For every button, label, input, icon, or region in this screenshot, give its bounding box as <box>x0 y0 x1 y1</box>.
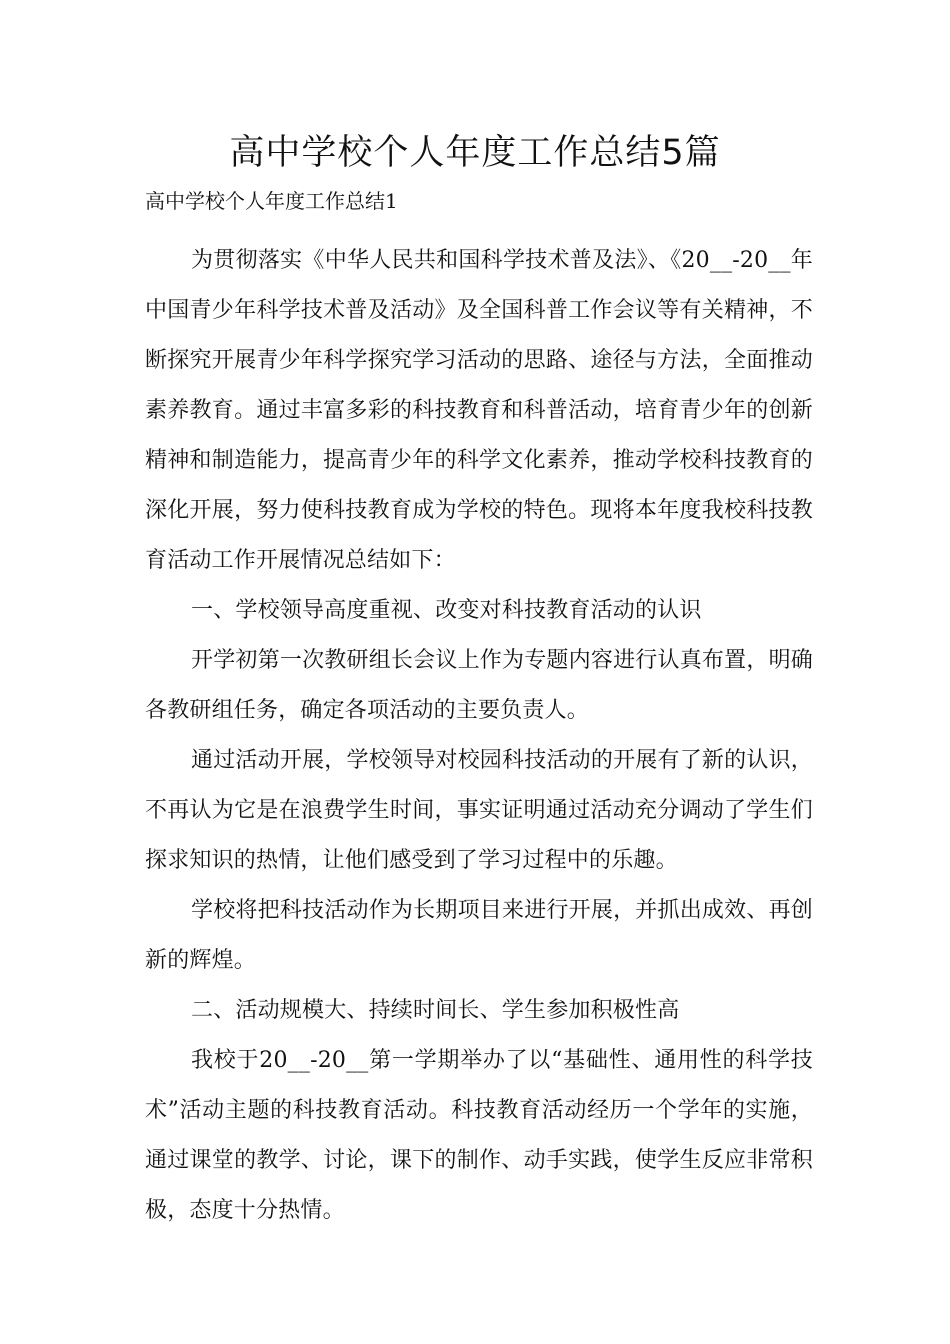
section-heading-1: 一、学校领导高度重视、改变对科技教育活动的认识 <box>191 598 702 623</box>
document-body <box>145 236 813 1236</box>
paragraph: 通过活动开展，学校领导对校园科技活动的开展有了新的认识，不再认为它是在浪费学生时间，事实证明通过活动充分调动了学生们探求知识的热情，让他们感受到了学习过程中的乐趣。 <box>145 748 813 873</box>
paragraph: 开学初第一次教研组长会议上作为专题内容进行认真布置，明确各教研组任务，确定各项活动的主要负责人。 <box>145 648 813 723</box>
document-subtitle: 高中学校个人年度工作总结1 <box>145 189 398 213</box>
section-heading-2: 二、活动规模大、持续时间长、学生参加积极性高 <box>191 998 680 1023</box>
paragraph-intro: 为贯彻落实《中华人民共和国科学技术普及法》、《20__-20__年中国青少年科学技术普及活动》及全国科普工作会议等有关精神，不断探究开展青少年科学探究学习活动的思路、途径与方法，全面推动素养教育。通过丰富多彩的科技教育和科普活动，培育青少年的创新精神和制造能力，提高青少年的科学文化素养，推动学校科技教育的深化开展，努力使科技教育成为学校的特色。现将本年度我校科技教育活动工作开展情况总结如下： <box>145 248 813 573</box>
document-title: 高中学校个人年度工作总结5篇 <box>229 133 721 173</box>
paragraph: 学校将把科技活动作为长期项目来进行开展，并抓出成效、再创新的辉煌。 <box>145 898 813 973</box>
paragraph: 我校于20__-20__第一学期举办了以“基础性、通用性的科学技术”活动主题的科技教育活动。科技教育活动经历一个学年的实施，通过课堂的教学、讨论，课下的制作、动手实践，使学生反应非常积极，态度十分热情。 <box>145 1048 813 1223</box>
